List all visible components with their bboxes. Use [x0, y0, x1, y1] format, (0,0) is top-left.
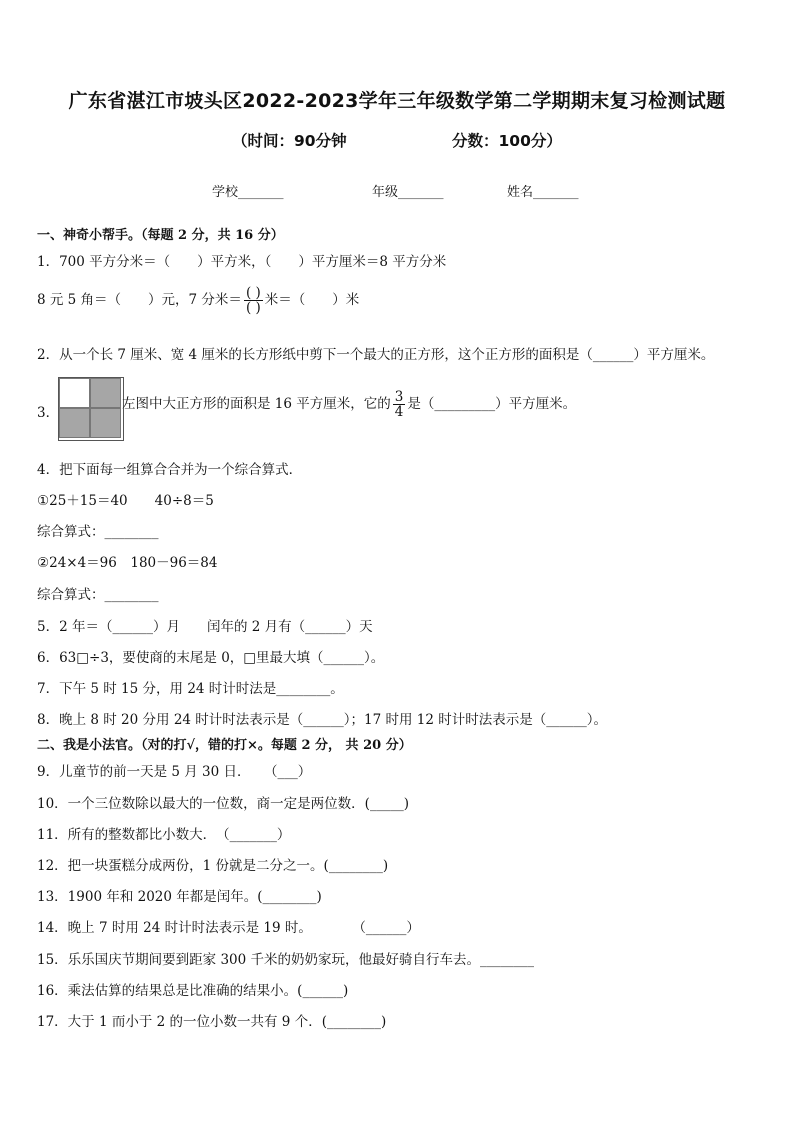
- question-13: 13．1900 年和 2020 年都是闰年。(________): [37, 889, 322, 905]
- question-3-number: 3．: [37, 405, 60, 421]
- question-8: 8．晚上 8 时 20 分用 24 时计时法表示是（______）；17 时用 12 时计时法表示是（______）。: [37, 712, 608, 728]
- fraction-denominator: 4: [394, 404, 404, 421]
- question-17: 17．大于 1 而小于 2 的一位小数一共有 9 个．(________): [37, 1014, 387, 1030]
- question-2: 2．从一个长 7 厘米、宽 4 厘米的长方形纸中剪下一个最大的正方形，这个正方形的面积是（______）平方厘米。: [37, 347, 715, 363]
- section1-heading: 一、神奇小帮手。（每题 2 分，共 16 分）: [37, 228, 284, 243]
- question-1-line2-b: 米＝（ ）米: [264, 292, 360, 309]
- question-4-group2: ②24×4＝96 180－96＝84: [37, 555, 218, 571]
- fraction-numerator: 3: [394, 389, 404, 405]
- name-field: 姓名_______: [507, 185, 579, 200]
- question-1-line2: [37, 286, 359, 315]
- question-3-text: [122, 390, 576, 419]
- question-4-stem: 4．把下面每一组算合合并为一个综合算式．: [37, 462, 303, 478]
- question-6: 6．63□÷3，要使商的末尾是 0，□里最大填（______）。: [37, 650, 385, 666]
- exam-title: 广东省湛江市坡头区2022-2023学年三年级数学第二学期期末复习检测试题: [68, 90, 726, 112]
- figure-cell-shaded: [90, 378, 121, 408]
- question-3-text-a: 左图中大正方形的面积是 16 平方厘米，它的: [122, 396, 391, 413]
- section2-heading: 二、我是小法官。（对的打√，错的打×。每题 2 分， 共 20 分）: [37, 738, 412, 753]
- question-7: 7．下午 5 时 15 分，用 24 时计时法是________。: [37, 681, 344, 697]
- question-11: 11．所有的整数都比小数大． （_______）: [37, 827, 291, 843]
- question-15: 15．乐乐国庆节期间要到距家 300 千米的奶奶家玩，他最好骑自行车去。________: [37, 952, 535, 968]
- question-5: 5．2 年＝（______）月 闰年的 2 月有（______）天: [37, 619, 373, 635]
- question-16: 16．乘法估算的结果总是比准确的结果小。(______): [37, 983, 349, 999]
- question-9: 9．儿童节的前一天是 5 月 30 日． （___）: [37, 764, 312, 780]
- fraction-numerator: ( ): [245, 285, 261, 301]
- question-3-text-b: 是（_________）平方厘米。: [407, 396, 577, 413]
- exam-score: 分数：100分）: [452, 132, 562, 150]
- question-3-fraction: [393, 390, 406, 419]
- question-4-answer2: 综合算式：________: [37, 587, 159, 603]
- question-4-group1: ①25＋15＝40 40÷8＝5: [37, 493, 214, 509]
- question-1-fraction: [244, 286, 263, 315]
- question-4-answer1: 综合算式：________: [37, 524, 159, 540]
- question-1-line2-a: 8 元 5 角＝（ ）元，7 分米＝: [37, 292, 242, 309]
- figure-cell-blank: [59, 378, 90, 408]
- figure-cell-shaded: [59, 408, 90, 438]
- square-figure: [58, 377, 124, 441]
- question-12: 12．把一块蛋糕分成两份，1 份就是二分之一。(________): [37, 858, 389, 874]
- question-1-line1: 1．700 平方分米＝（ ）平方米，（ ）平方厘米＝8 平方分米: [37, 254, 447, 270]
- grade-field: 年级_______: [372, 185, 444, 200]
- exam-time: （时间：90分钟: [232, 132, 347, 150]
- question-10: 10．一个三位数除以最大的一位数，商一定是两位数．(_____): [37, 796, 409, 812]
- question-14: 14．晚上 7 时用 24 时计时法表示是 19 时。 （______）: [37, 920, 420, 936]
- figure-cell-shaded: [90, 408, 121, 438]
- school-field: 学校_______: [212, 185, 284, 200]
- fraction-denominator: ( ): [245, 300, 261, 317]
